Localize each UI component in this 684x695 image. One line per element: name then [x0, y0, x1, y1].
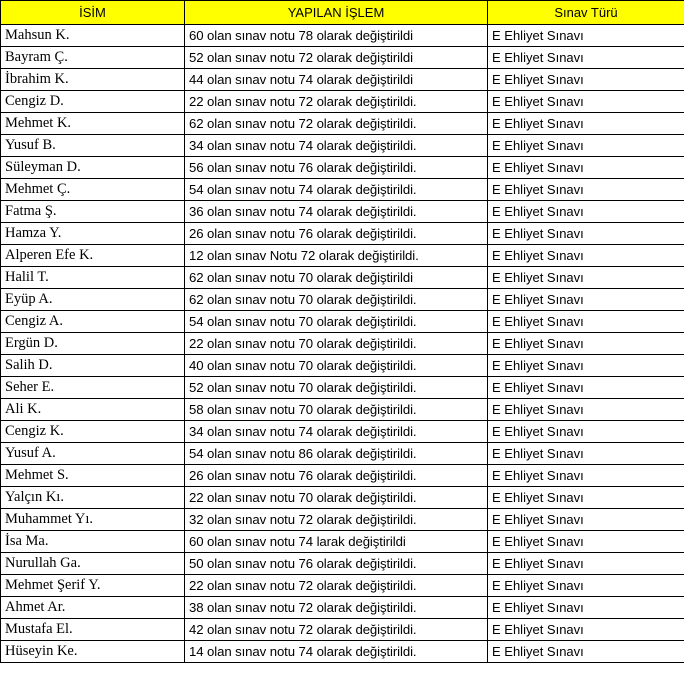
operation-cell[interactable]: 62 olan sınav notu 70 olarak değiştirildi.: [185, 289, 488, 311]
operation-cell[interactable]: 38 olan sınav notu 72 olarak değiştirildi.: [185, 597, 488, 619]
table-row: [1, 531, 684, 553]
name-cell[interactable]: Mehmet Şerif Y.: [1, 575, 185, 597]
exam-type-cell[interactable]: E Ehliyet Sınavı: [488, 47, 684, 69]
exam-type-cell[interactable]: E Ehliyet Sınavı: [488, 553, 684, 575]
table-row: [1, 597, 684, 619]
exam-type-cell[interactable]: E Ehliyet Sınavı: [488, 157, 684, 179]
name-cell[interactable]: Mustafa El.: [1, 619, 185, 641]
exam-type-cell[interactable]: E Ehliyet Sınavı: [488, 465, 684, 487]
exam-type-cell[interactable]: E Ehliyet Sınavı: [488, 289, 684, 311]
operation-cell[interactable]: 58 olan sınav notu 70 olarak değiştirildi.: [185, 399, 488, 421]
operation-cell[interactable]: 50 olan sınav notu 76 olarak değiştirildi.: [185, 553, 488, 575]
name-cell[interactable]: Muhammet Yı.: [1, 509, 185, 531]
table-row: [1, 47, 684, 69]
name-cell[interactable]: Bayram Ç.: [1, 47, 185, 69]
operation-cell[interactable]: 34 olan sınav notu 74 olarak değiştirildi.: [185, 135, 488, 157]
operation-cell[interactable]: 40 olan sınav notu 70 olarak değiştirildi.: [185, 355, 488, 377]
operation-cell[interactable]: 60 olan sınav notu 74 larak değiştirildi: [185, 531, 488, 553]
table-row: [1, 201, 684, 223]
table-row: [1, 509, 684, 531]
operation-cell[interactable]: 26 olan sınav notu 76 olarak değiştirildi.: [185, 465, 488, 487]
exam-type-cell[interactable]: E Ehliyet Sınavı: [488, 421, 684, 443]
operation-cell[interactable]: 52 olan sınav notu 72 olarak değiştirildi: [185, 47, 488, 69]
name-cell[interactable]: Süleyman D.: [1, 157, 185, 179]
exam-type-cell[interactable]: E Ehliyet Sınavı: [488, 333, 684, 355]
name-cell[interactable]: Hüseyin Ke.: [1, 641, 185, 663]
table-body: [1, 25, 684, 663]
operation-cell[interactable]: 52 olan sınav notu 70 olarak değiştirildi.: [185, 377, 488, 399]
operation-cell[interactable]: 22 olan sınav notu 72 olarak değiştirildi.: [185, 91, 488, 113]
table-row: [1, 179, 684, 201]
name-cell[interactable]: Cengiz K.: [1, 421, 185, 443]
exam-type-cell[interactable]: E Ehliyet Sınavı: [488, 355, 684, 377]
exam-type-cell[interactable]: E Ehliyet Sınavı: [488, 223, 684, 245]
name-cell[interactable]: Mehmet Ç.: [1, 179, 185, 201]
name-cell[interactable]: Nurullah Ga.: [1, 553, 185, 575]
exam-type-cell[interactable]: E Ehliyet Sınavı: [488, 201, 684, 223]
exam-type-cell[interactable]: E Ehliyet Sınavı: [488, 179, 684, 201]
table-row: [1, 135, 684, 157]
name-cell[interactable]: Seher E.: [1, 377, 185, 399]
exam-type-cell[interactable]: E Ehliyet Sınavı: [488, 113, 684, 135]
name-cell[interactable]: İbrahim K.: [1, 69, 185, 91]
name-cell[interactable]: Cengiz D.: [1, 91, 185, 113]
operation-cell[interactable]: 22 olan sınav notu 70 olarak değiştirildi.: [185, 333, 488, 355]
operation-cell[interactable]: 60 olan sınav notu 78 olarak değiştirildi: [185, 25, 488, 47]
exam-type-cell[interactable]: E Ehliyet Sınavı: [488, 377, 684, 399]
table-row: [1, 91, 684, 113]
operation-cell[interactable]: 14 olan sınav notu 74 olarak değiştirildi.: [185, 641, 488, 663]
column-header-name[interactable]: İSİM: [1, 1, 185, 25]
operation-cell[interactable]: 22 olan sınav notu 70 olarak değiştirildi.: [185, 487, 488, 509]
table-row: [1, 289, 684, 311]
operation-cell[interactable]: 62 olan sınav notu 72 olarak değiştirildi.: [185, 113, 488, 135]
name-cell[interactable]: Ergün D.: [1, 333, 185, 355]
name-cell[interactable]: Hamza Y.: [1, 223, 185, 245]
exam-type-cell[interactable]: E Ehliyet Sınavı: [488, 69, 684, 91]
table-row: [1, 487, 684, 509]
table-row: [1, 333, 684, 355]
operation-cell[interactable]: 42 olan sınav notu 72 olarak değiştirildi.: [185, 619, 488, 641]
operation-cell[interactable]: 56 olan sınav notu 76 olarak değiştirildi.: [185, 157, 488, 179]
table-row: [1, 157, 684, 179]
exam-type-cell[interactable]: E Ehliyet Sınavı: [488, 443, 684, 465]
table-row: [1, 25, 684, 47]
name-cell[interactable]: Mehmet K.: [1, 113, 185, 135]
exam-type-cell[interactable]: E Ehliyet Sınavı: [488, 641, 684, 663]
table-row: [1, 553, 684, 575]
exam-type-cell[interactable]: E Ehliyet Sınavı: [488, 399, 684, 421]
table-row: [1, 465, 684, 487]
operation-cell[interactable]: 22 olan sınav notu 72 olarak değiştirildi.: [185, 575, 488, 597]
exam-type-cell[interactable]: E Ehliyet Sınavı: [488, 575, 684, 597]
operation-cell[interactable]: 12 olan sınav Notu 72 olarak değiştirildi.: [185, 245, 488, 267]
name-cell[interactable]: Mahsun K.: [1, 25, 185, 47]
table-row: [1, 575, 684, 597]
exam-type-cell[interactable]: E Ehliyet Sınavı: [488, 487, 684, 509]
table-row: [1, 641, 684, 663]
exam-type-cell[interactable]: E Ehliyet Sınavı: [488, 245, 684, 267]
column-header-operation[interactable]: YAPILAN İŞLEM: [185, 1, 488, 25]
name-cell[interactable]: Mehmet S.: [1, 465, 185, 487]
name-cell[interactable]: Ali K.: [1, 399, 185, 421]
operation-cell[interactable]: 54 olan sınav notu 86 olarak değiştirildi.: [185, 443, 488, 465]
table-row: [1, 113, 684, 135]
table-row: [1, 245, 684, 267]
table-row: [1, 619, 684, 641]
exam-type-cell[interactable]: E Ehliyet Sınavı: [488, 619, 684, 641]
table-header: [1, 1, 684, 25]
operation-cell[interactable]: 26 olan sınav notu 76 olarak değiştirildi.: [185, 223, 488, 245]
name-cell[interactable]: Eyüp A.: [1, 289, 185, 311]
table-row: [1, 377, 684, 399]
name-cell[interactable]: Yusuf A.: [1, 443, 185, 465]
name-cell[interactable]: Cengiz A.: [1, 311, 185, 333]
operation-cell[interactable]: 32 olan sınav notu 72 olarak değiştirildi.: [185, 509, 488, 531]
name-cell[interactable]: Fatma Ş.: [1, 201, 185, 223]
table-row: [1, 421, 684, 443]
exam-type-cell[interactable]: E Ehliyet Sınavı: [488, 531, 684, 553]
operation-cell[interactable]: 34 olan sınav notu 74 olarak değiştirildi.: [185, 421, 488, 443]
exam-type-cell[interactable]: E Ehliyet Sınavı: [488, 267, 684, 289]
exam-type-cell[interactable]: E Ehliyet Sınavı: [488, 311, 684, 333]
table-row: [1, 223, 684, 245]
operation-cell[interactable]: 54 olan sınav notu 74 olarak değiştirildi.: [185, 179, 488, 201]
exam-type-cell[interactable]: E Ehliyet Sınavı: [488, 509, 684, 531]
name-cell[interactable]: Yalçın Kı.: [1, 487, 185, 509]
table-row: [1, 69, 684, 91]
exam-type-cell[interactable]: E Ehliyet Sınavı: [488, 597, 684, 619]
exam-type-cell[interactable]: E Ehliyet Sınavı: [488, 135, 684, 157]
table-row: [1, 443, 684, 465]
operation-cell[interactable]: 44 olan sınav notu 74 olarak değiştirildi: [185, 69, 488, 91]
column-header-exam-type[interactable]: Sınav Türü: [488, 1, 684, 25]
name-cell[interactable]: Alperen Efe K.: [1, 245, 185, 267]
header-row: [1, 1, 684, 25]
exam-type-cell[interactable]: E Ehliyet Sınavı: [488, 25, 684, 47]
name-cell[interactable]: İsa Ma.: [1, 531, 185, 553]
operation-cell[interactable]: 54 olan sınav notu 70 olarak değiştirildi.: [185, 311, 488, 333]
name-cell[interactable]: Ahmet Ar.: [1, 597, 185, 619]
exam-type-cell[interactable]: E Ehliyet Sınavı: [488, 91, 684, 113]
name-cell[interactable]: Yusuf B.: [1, 135, 185, 157]
table-row: [1, 311, 684, 333]
name-cell[interactable]: Salih D.: [1, 355, 185, 377]
table-row: [1, 267, 684, 289]
operation-cell[interactable]: 36 olan sınav notu 74 olarak değiştirildi.: [185, 201, 488, 223]
table-row: [1, 399, 684, 421]
table-row: [1, 355, 684, 377]
operation-cell[interactable]: 62 olan sınav notu 70 olarak değiştirildi: [185, 267, 488, 289]
name-cell[interactable]: Halil T.: [1, 267, 185, 289]
